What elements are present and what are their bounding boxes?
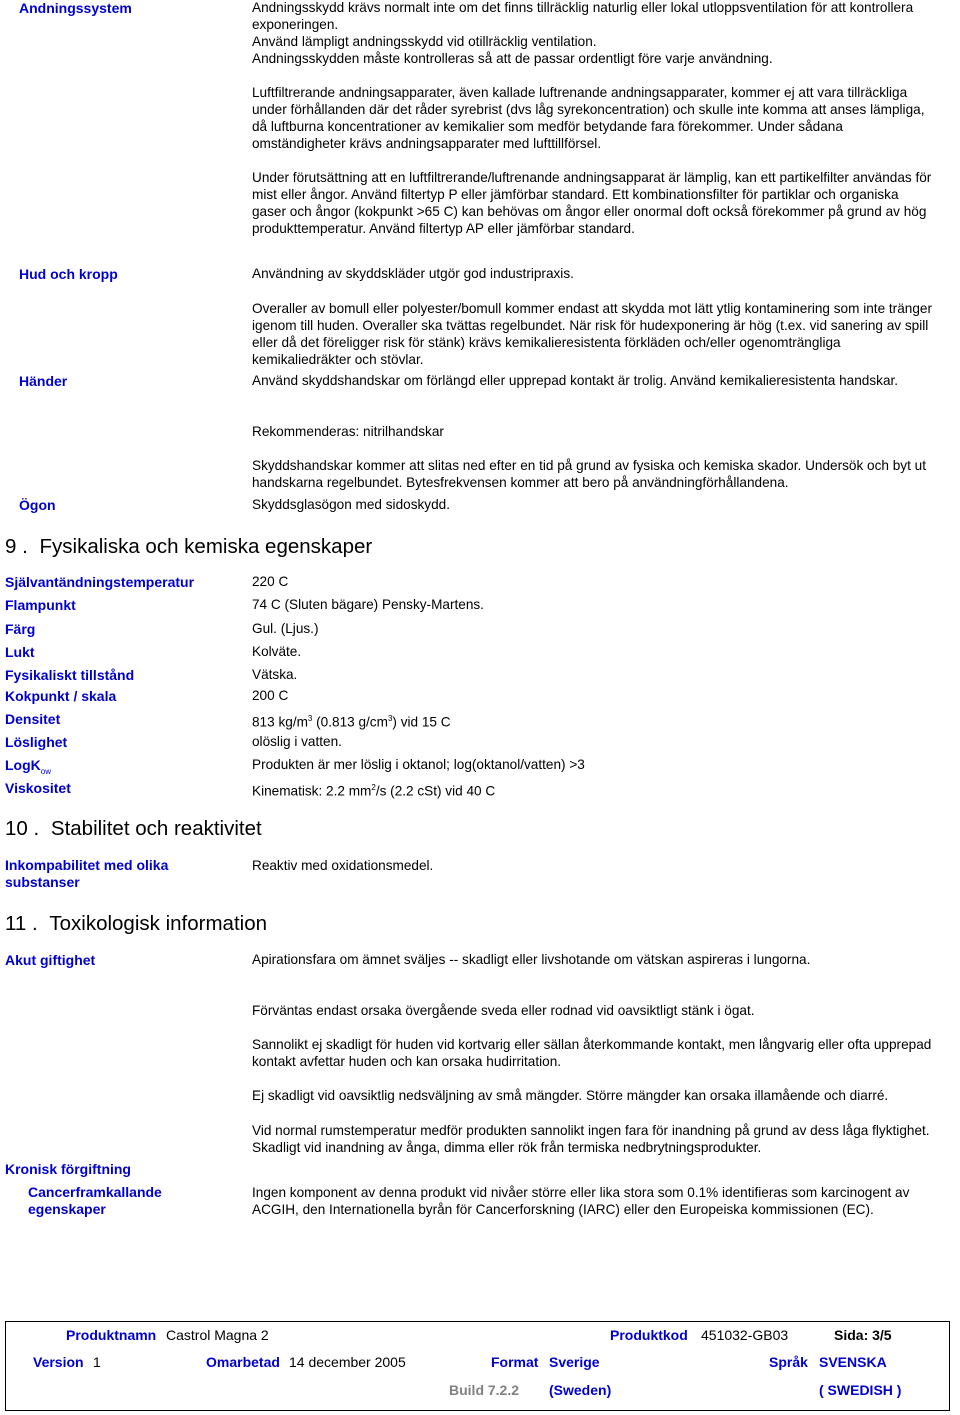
prop-value-kokpunkt: 200 C (252, 688, 289, 703)
hander-text-3: Skyddshandskar kommer att slitas ned efter en tid på grund av fysiska och kemiska skador. Undersök och byt ut handskarna regelbundet. Bytesfrekvensen kommer att bero på användningförhållandena. (252, 458, 926, 490)
viskositet-part-b: /s (2.2 cSt) vid 40 C (375, 783, 496, 799)
andningssystem-text-1 (252, 0, 932, 67)
footer-format: Sverige (549, 1354, 600, 1370)
prop-label-farg: Färg (5, 621, 36, 637)
label-akut-giftighet: Akut giftighet (5, 952, 96, 968)
footer-format-sweden: (Sweden) (549, 1382, 612, 1398)
section-10-heading (5, 817, 262, 841)
label-hud-och-kropp: Hud och kropp (19, 266, 118, 282)
section-10-number: 10 . (5, 817, 40, 840)
footer-produktkod: 451032-GB03 (701, 1327, 789, 1343)
prop-label-logkow (5, 757, 51, 776)
akut-text-2: Förväntas endast orsaka övergående sveda eller rodnad vid oavsiktligt stänk i ögat. (252, 1003, 755, 1018)
akut-text-4: Ej skadligt vid oavsiktlig nedsväljning av små mängder. Större mängder kan orsaka illamående och diarré. (252, 1088, 889, 1103)
densitet-part-a: 813 kg/m (252, 714, 308, 730)
section-11-number: 11 . (5, 912, 38, 935)
label-cancerframkallande: Cancerframkallande egenskaper (28, 1184, 162, 1217)
page-footer (5, 1321, 950, 1411)
densitet-part-c: ) vid 15 C (392, 714, 451, 730)
prop-label-kokpunkt: Kokpunkt / skala (5, 688, 117, 704)
prop-value-loslighet: olöslig i vatten. (252, 734, 342, 749)
prop-label-viskositet: Viskositet (5, 780, 71, 796)
footer-version-label: Version (33, 1354, 84, 1370)
inkompabilitet-value: Reaktiv med oxidationsmedel. (252, 858, 434, 873)
footer-produktnamn-label: Produktnamn (66, 1327, 157, 1343)
footer-sprak-label: Språk (769, 1354, 808, 1370)
prop-value-logkow: Produkten är mer löslig i oktanol; log(oktanol/vatten) >3 (252, 757, 585, 772)
densitet-sup-1: 3 (307, 714, 313, 723)
prop-value-flampunkt: 74 C (Sluten bägare) Pensky-Martens. (252, 597, 484, 612)
logkow-sub: ow (40, 766, 51, 776)
akut-text-3: Sannolikt ej skadligt för huden vid kortvarig eller sällan återkommande kontakt, men långvarig eller ofta upprepad kontakt avfettar huden och kan orsaka hudirritation. (252, 1037, 932, 1069)
prop-label-sjalvantandning: Självantändningstemperatur (5, 574, 195, 590)
label-kronisk-forgiftning: Kronisk förgiftning (5, 1161, 131, 1177)
prop-label-flampunkt: Flampunkt (5, 597, 76, 613)
label-ogon: Ögon (19, 497, 56, 513)
label-andningssystem: Andningssystem (19, 0, 132, 16)
footer-format-label: Format (491, 1354, 539, 1370)
prop-label-loslighet: Löslighet (5, 734, 68, 750)
viskositet-part-a: Kinematisk: 2.2 mm (252, 783, 372, 799)
hander-text-1: Använd skyddshandskar om förlängd eller upprepad kontakt är trolig. Använd kemikalieresistenta handskar. (252, 373, 899, 388)
logkow-main: LogK (5, 757, 41, 773)
hud-text-2: Overaller av bomull eller polyester/bomull kommer endast att skydda mot lätt ytlig kontaminering som inte tränger igenom till huden. Overaller ska tvättas regelbundet. När risk för hudexponering är hög (t.ex. vid sanering av spill eller då det föreligger risk för stänk) krävs kemikalieresistenta förkläden och/eller ogenomträngliga kemikaliedräkter och stövlar. (252, 301, 932, 367)
ogon-value: Skyddsglasögon med sidoskydd. (252, 497, 450, 512)
footer-omarbetad: 14 december 2005 (289, 1354, 406, 1370)
viskositet-sup: 2 (371, 783, 376, 792)
label-hander: Händer (19, 373, 68, 389)
andningssystem-text-2: Luftfiltrerande andningsapparater, även kallade luftrenande andningsapparater, kommer ej att vara tillräckliga under förhållanden där det råder syrebrist (dvs låg syrekoncentration) och skulle inte komma att anses lämpliga, då luftburna koncentrationer av kemikalier som medför betydande fara förekommer. Under sådana omständigheter krävs andningsapparater med lufttillförsel. (252, 85, 925, 151)
section-11-title: Toxikologisk information (49, 912, 267, 935)
section-11-heading (5, 912, 267, 936)
prop-label-densitet: Densitet (5, 711, 61, 727)
footer-sida: Sida: 3/5 (834, 1327, 892, 1343)
section-9-title: Fysikaliska och kemiska egenskaper (39, 535, 373, 558)
densitet-sup-2: 3 (387, 714, 393, 723)
footer-sprak-swedish: ( SWEDISH ) (819, 1382, 902, 1398)
hud-text-1: Användning av skyddskläder utgör god industripraxis. (252, 266, 574, 281)
prop-value-sjalvantandning: 220 C (252, 574, 289, 589)
section-9-number: 9 . (5, 535, 28, 558)
footer-build: Build 7.2.2 (449, 1382, 520, 1398)
prop-value-lukt: Kolväte. (252, 644, 302, 659)
prop-value-farg: Gul. (Ljus.) (252, 621, 319, 636)
andningssystem-text-3: Under förutsättning att en luftfiltrerande/luftrenande andningsapparat är lämplig, kan ett partikelfilter användas för mist eller ångor. Använd filtertyp P eller jämförbar standard. Ett kombinationsfilter för partiklar och organiska gaser och ångor (kokpunkt >65 C) kan behövas om ångor eller onormal doft också förekommer på grund av hög produkttemperatur. Använd filtertyp AP eller jämförbar standard. (252, 170, 932, 236)
cancer-value: Ingen komponent av denna produkt vid nivåer större eller lika stora som 0.1% identifieras som karcinogent av ACGIH, den Internationella byrån för Cancerforskning (IARC) eller den Europeiska kommissionen (EC). (252, 1185, 910, 1217)
footer-version: 1 (93, 1354, 101, 1370)
label-inkompabilitet: Inkompabilitet med olika substanser (5, 857, 169, 890)
footer-produktnamn: Castrol Magna 2 (166, 1327, 269, 1343)
footer-omarbetad-label: Omarbetad (206, 1354, 280, 1370)
densitet-part-b: (0.813 g/cm (312, 714, 388, 730)
akut-text-5: Vid normal rumstemperatur medför produkten sannolikt ingen fara för inandning på grund av dess låga flyktighet. Skadligt vid inandning av ånga, dimma eller rök från termiska nedbrytningsprodukter. (252, 1123, 930, 1155)
andningssystem-p1c: Andningsskydden måste kontrolleras så att de passar ordentligt före varje användning. (252, 51, 773, 66)
andningssystem-p1: Andningsskydd krävs normalt inte om det finns tillräcklig naturlig eller lokal utloppsventilation för att kontrollera exponeringen. (252, 0, 914, 32)
footer-produktkod-label: Produktkod (610, 1327, 688, 1343)
andningssystem-p1b: Använd lämpligt andningsskydd vid otillräcklig ventilation. (252, 34, 597, 49)
prop-value-viskositet (252, 779, 495, 800)
prop-value-densitet (252, 710, 451, 731)
hander-text-2: Rekommenderas: nitrilhandskar (252, 424, 444, 439)
section-10-title: Stabilitet och reaktivitet (50, 817, 262, 840)
section-9-heading (5, 535, 372, 559)
footer-sprak: SVENSKA (819, 1354, 887, 1370)
akut-text-1: Apirationsfara om ämnet sväljes -- skadligt eller livshotande om vätskan aspireras i lungorna. (252, 952, 811, 967)
prop-label-lukt: Lukt (5, 644, 35, 660)
prop-value-fysikaliskt-tillstand: Vätska. (252, 667, 298, 682)
prop-label-fysikaliskt-tillstand: Fysikaliskt tillstånd (5, 667, 135, 683)
